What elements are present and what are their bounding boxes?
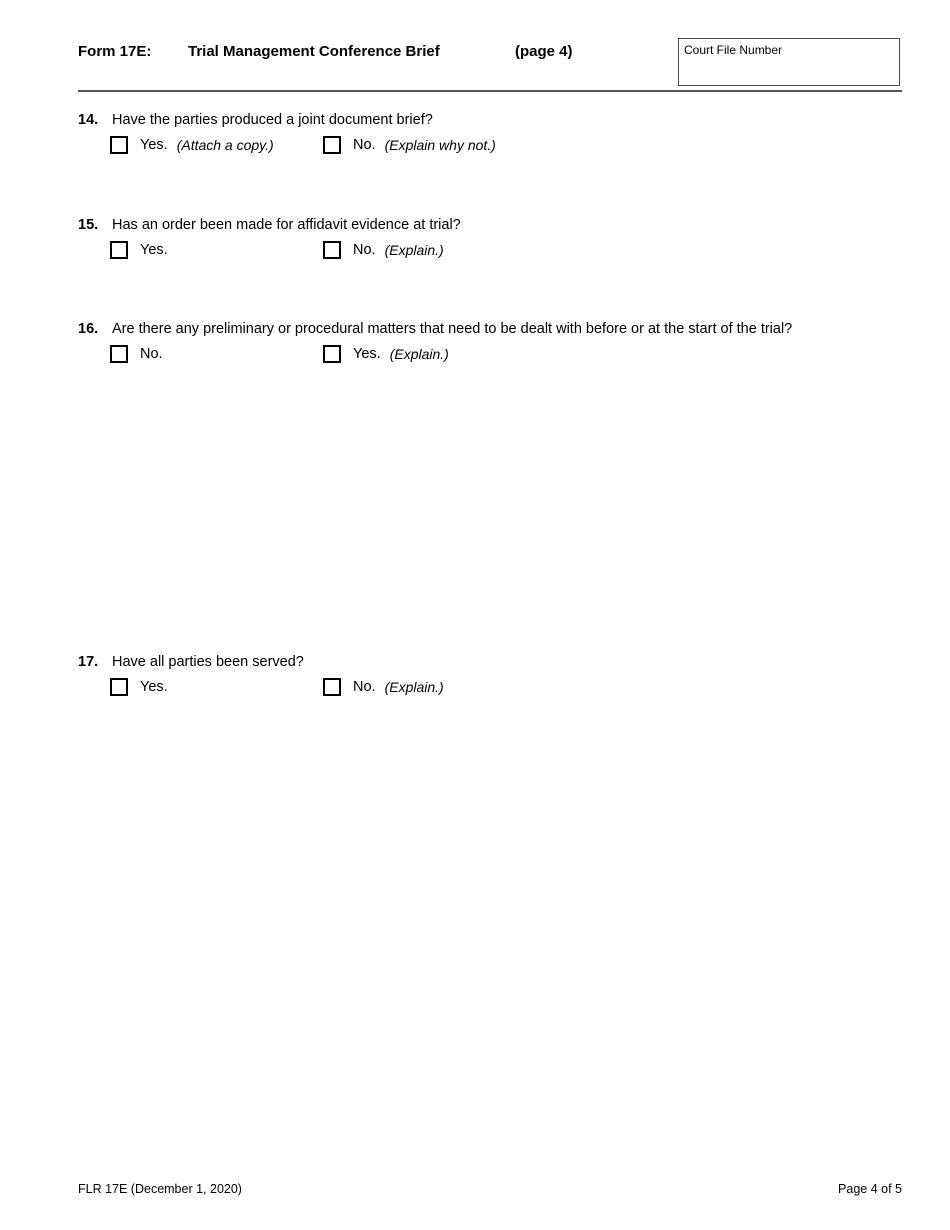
question-15-option-no[interactable] bbox=[323, 239, 444, 261]
checkbox-icon[interactable] bbox=[323, 345, 341, 363]
question-14-option-no-hint: (Explain why not.) bbox=[384, 137, 496, 153]
header-divider bbox=[78, 90, 902, 92]
footer-form-reference: FLR 17E (December 1, 2020) bbox=[78, 1182, 242, 1196]
checkbox-icon[interactable] bbox=[323, 678, 341, 696]
question-17-option-no-label: No. bbox=[353, 679, 376, 695]
question-17-option-no[interactable] bbox=[323, 676, 444, 698]
footer-page-number: Page 4 of 5 bbox=[838, 1182, 902, 1196]
question-15-number: 15. bbox=[78, 217, 99, 233]
question-14-option-no-label: No. bbox=[353, 137, 376, 153]
question-17-option-yes-label: Yes. bbox=[140, 679, 168, 695]
question-16-option-yes-hint: (Explain.) bbox=[389, 346, 449, 362]
question-14-option-yes-label: Yes. bbox=[140, 137, 168, 153]
question-17-option-no-hint: (Explain.) bbox=[384, 679, 444, 695]
question-15-option-yes-label: Yes. bbox=[140, 242, 168, 258]
question-17-text: Have all parties been served? bbox=[112, 654, 304, 670]
question-17-options bbox=[78, 676, 902, 700]
question-17-answer-space[interactable] bbox=[78, 705, 902, 1165]
page-footer bbox=[78, 1182, 902, 1202]
question-15-option-no-hint: (Explain.) bbox=[384, 242, 444, 258]
question-17-number: 17. bbox=[78, 654, 99, 670]
question-15-options bbox=[78, 239, 902, 263]
question-15-option-no-label: No. bbox=[353, 242, 376, 258]
question-14-text: Have the parties produced a joint document brief? bbox=[112, 112, 433, 128]
question-14-answer-space[interactable] bbox=[78, 160, 902, 212]
question-14-option-yes[interactable] bbox=[110, 134, 274, 156]
checkbox-icon[interactable] bbox=[110, 241, 128, 259]
court-file-number-field[interactable] bbox=[678, 38, 900, 86]
question-15-option-yes[interactable] bbox=[110, 239, 177, 261]
checkbox-icon[interactable] bbox=[110, 136, 128, 154]
question-16-answer-space[interactable] bbox=[78, 370, 902, 648]
question-16-option-yes[interactable] bbox=[323, 343, 449, 365]
question-14-option-no[interactable] bbox=[323, 134, 496, 156]
question-16-option-yes-label: Yes. bbox=[353, 346, 381, 362]
question-16-options bbox=[78, 343, 902, 367]
page-header bbox=[78, 38, 902, 90]
form-title: Trial Management Conference Brief bbox=[188, 43, 440, 60]
question-16-text: Are there any preliminary or procedural matters that need to be dealt with before or at the start of the trial? bbox=[112, 321, 793, 337]
checkbox-icon[interactable] bbox=[110, 678, 128, 696]
question-16-number: 16. bbox=[78, 321, 99, 337]
question-15-answer-space[interactable] bbox=[78, 265, 902, 317]
form-number-label: Form 17E: bbox=[78, 43, 152, 60]
checkbox-icon[interactable] bbox=[110, 345, 128, 363]
question-14-number: 14. bbox=[78, 112, 99, 128]
page-marker: (page 4) bbox=[515, 43, 573, 60]
question-14-option-yes-hint: (Attach a copy.) bbox=[176, 137, 274, 153]
question-16-option-no-label: No. bbox=[140, 346, 163, 362]
question-17-option-yes[interactable] bbox=[110, 676, 177, 698]
court-file-number-label: Court File Number bbox=[684, 43, 783, 57]
checkbox-icon[interactable] bbox=[323, 136, 341, 154]
question-14-options bbox=[78, 134, 902, 158]
checkbox-icon[interactable] bbox=[323, 241, 341, 259]
question-16-option-no[interactable] bbox=[110, 343, 172, 365]
question-15-text: Has an order been made for affidavit evidence at trial? bbox=[112, 217, 461, 233]
